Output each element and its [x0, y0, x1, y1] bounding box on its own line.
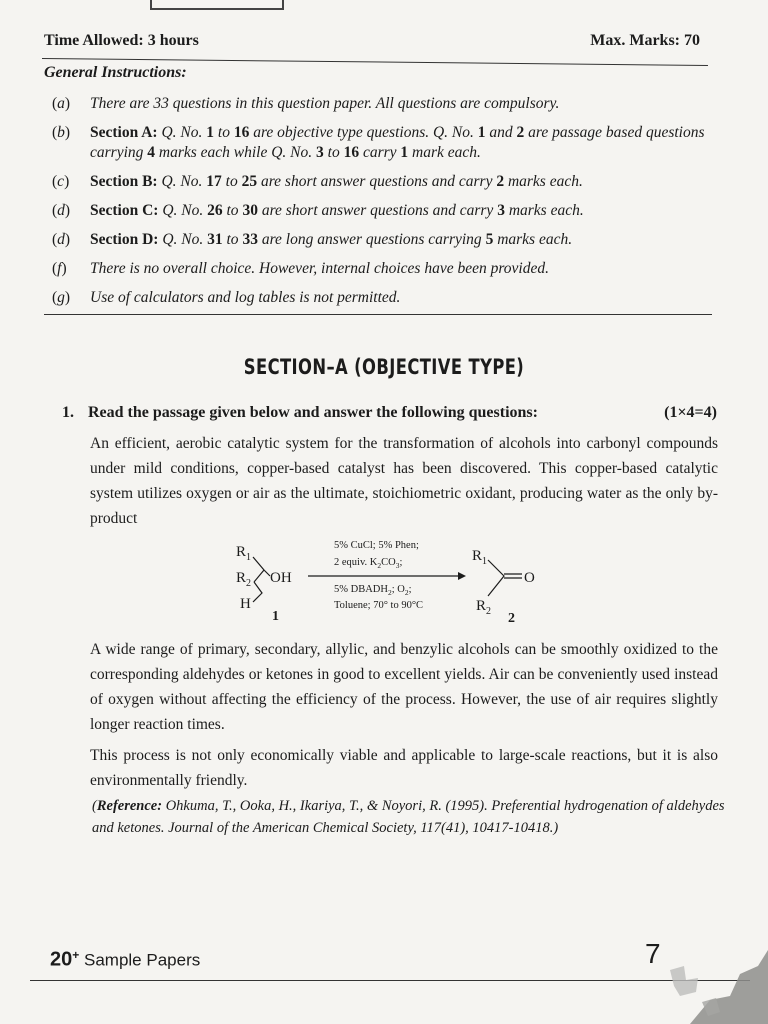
instruction-item — [48, 201, 708, 221]
passage-paragraph-2: A wide range of primary, secondary, allylic, and benzylic alcohols can be smoothly oxidized to the corresponding aldehydes or ketones in good to excellent yields. Air can be conveniently used instead of oxygen without affecting the efficiency of the process. However, the use of air requires slightly longer reaction times. — [90, 641, 718, 733]
question-1-header — [62, 404, 717, 422]
instruction-item — [48, 172, 708, 192]
footer-divider — [30, 980, 750, 981]
instruction-item — [48, 94, 708, 114]
product-r2: $R_2$ — [476, 598, 492, 617]
reference-label: Reference: — [96, 798, 163, 814]
conditions-line-1: 5% CuCl; 5% Phen; — [334, 540, 419, 551]
instruction-item — [48, 259, 708, 279]
instruction-label: (c) — [52, 173, 70, 190]
brand-plus: + — [72, 948, 80, 962]
page-number: 7 — [645, 938, 661, 969]
instruction-text: Section B: Q. No. 17 to 25 are short answer questions and carry 2 marks each. — [90, 173, 583, 190]
instruction-text: There are 33 questions in this question paper. All questions are compulsory. — [90, 95, 560, 112]
instruction-item — [48, 123, 708, 163]
conditions-line-2: 2 equiv. $K_2CO_3$; — [334, 557, 403, 570]
time-allowed: Time Allowed: 3 hours — [44, 32, 199, 49]
reactant-oh: OH — [270, 570, 292, 586]
instruction-text: Section A: Q. No. 1 to 16 are objective type questions. Q. No. 1 and 2 are passage based questions carrying 4 marks each while Q. No. 3 to 16 carry 1 mark each. — [90, 124, 705, 161]
instruction-text: Use of calculators and log tables is not permitted. — [90, 289, 401, 306]
instructions-list — [48, 94, 708, 317]
product-oxygen: O — [524, 570, 535, 586]
instruction-label: (d) — [52, 202, 71, 219]
max-marks: Max. Marks: 70 — [590, 32, 700, 49]
instruction-label: (b) — [52, 124, 71, 141]
brand-text: Sample Papers — [84, 950, 201, 970]
reactant-h: H — [240, 596, 251, 612]
question-marks: (1×4=4) — [664, 404, 717, 421]
question-prompt: Read the passage given below and answer the following questions: — [88, 404, 538, 421]
instruction-text: There is no overall choice. However, internal choices have been provided. — [90, 260, 549, 277]
instruction-item — [48, 288, 708, 308]
instruction-label: (f) — [52, 260, 67, 277]
instruction-text: Section D: Q. No. 31 to 33 are long answer questions carrying 5 marks each. — [90, 231, 573, 248]
reaction-arrowhead — [458, 572, 466, 580]
product-r1: $R_1$ — [472, 548, 488, 567]
conditions-line-3: 5% $DBADH_2$; $O_2$; — [334, 584, 412, 597]
conditions-line-4: Toluene; 70° to 90°C — [334, 600, 424, 611]
corner-puzzle-decoration — [650, 930, 768, 1024]
paper-header — [44, 32, 700, 50]
reaction-scheme — [220, 530, 560, 630]
question-number: 1. — [62, 404, 74, 421]
top-bracket-decoration — [150, 0, 284, 10]
passage-paragraph-3: This process is not only economically viable and applicable to large-scale reactions, but it is also environmentally friendly. — [90, 747, 718, 789]
product-bonds — [488, 560, 522, 596]
reactant-bonds — [253, 557, 270, 602]
footer-brand — [50, 948, 200, 972]
product-label: 2 — [508, 611, 515, 626]
instructions-divider — [44, 314, 712, 315]
instruction-label: (a) — [52, 95, 71, 112]
instruction-label: (g) — [52, 289, 71, 306]
instruction-item — [48, 230, 708, 250]
brand-number: 20 — [50, 948, 73, 971]
reactant-r2: $R_2$ — [236, 570, 252, 589]
general-instructions-title: General Instructions: — [44, 64, 187, 81]
section-heading: SECTION–A (OBJECTIVE TYPE) — [243, 355, 525, 379]
passage-paragraph-1: An efficient, aerobic catalytic system for the transformation of alcohols into carbonyl compounds under mild conditions, copper-based catalyst has been discovered. This copper-based catalytic system utilizes oxygen or air as the ultimate, stoichiometric oxidant, producing water as the only by-product — [90, 435, 718, 527]
reactant-r1: $R_1$ — [236, 544, 252, 563]
instruction-text: Section C: Q. No. 26 to 30 are short answer questions and carry 3 marks each. — [90, 202, 584, 219]
reactant-label: 1 — [272, 609, 279, 624]
instruction-label: (d) — [52, 231, 71, 248]
reference-note: (Reference: Ohkuma, T., Ooka, H., Ikariya, T., & Noyori, R. (1995). Preferential hydrogenation of aldehydes and ketones. Journal of the American Chemical Society, 117(41), 10417-10418.) — [92, 798, 725, 836]
reference-text: Ohkuma, T., Ooka, H., Ikariya, T., & Noyori, R. (1995). Preferential hydrogenation of aldehydes and ketones. Journal of the American Chemical Society, 117(41), 10417-10418.) — [92, 798, 725, 836]
